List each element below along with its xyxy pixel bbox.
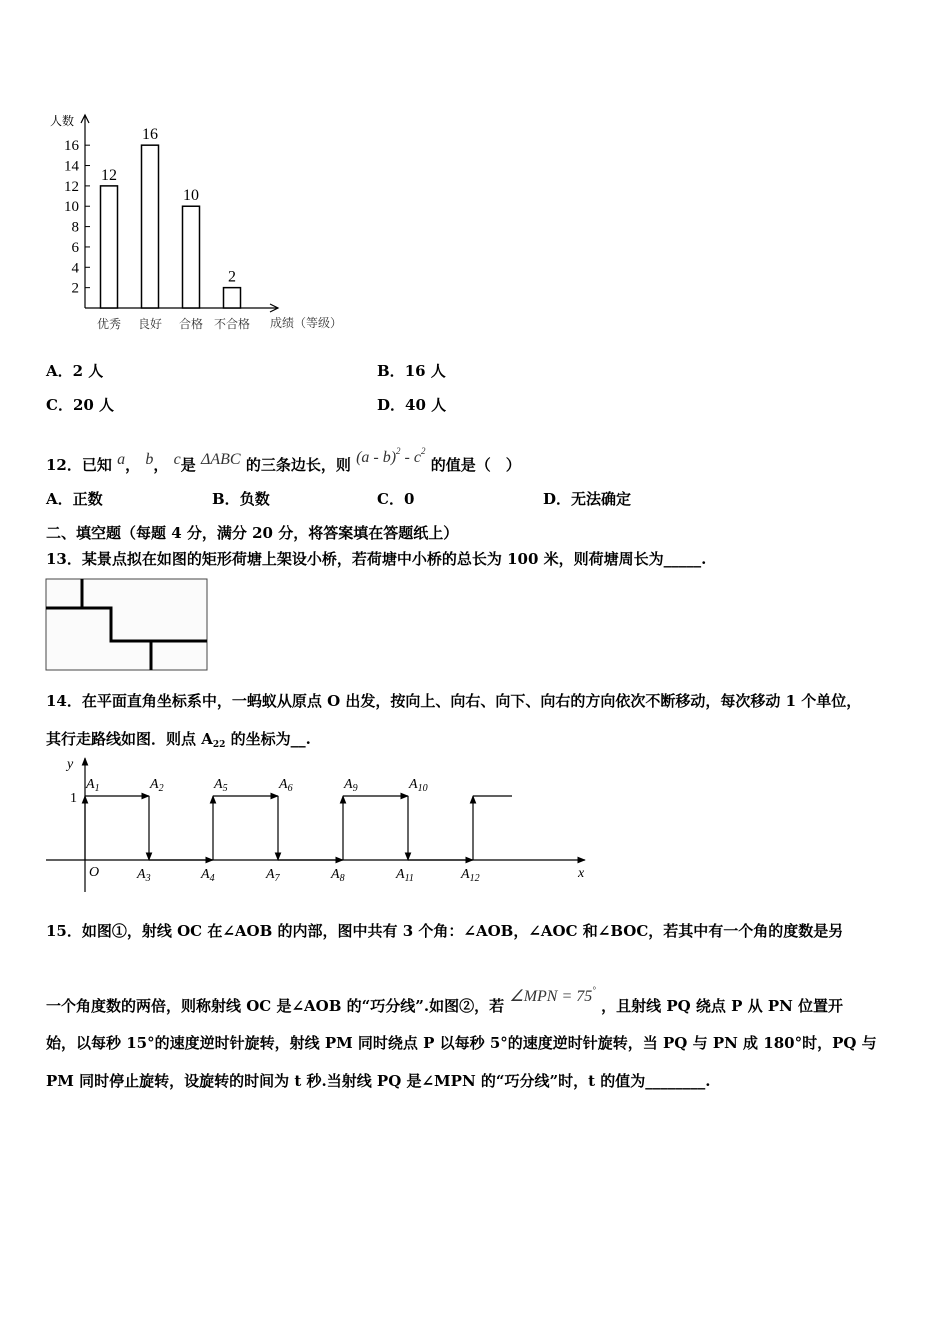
point-label-bottom: $A_7$ (266, 867, 280, 884)
separator: ， (153, 456, 169, 474)
option-letter: D． (543, 490, 572, 508)
q11-option-a[interactable] (46, 360, 103, 381)
q15-text: 一个角度数的两倍，则称射线 OC 是∠AOB 的“巧分线”.如图②，若 (46, 997, 505, 1015)
option-text: 无法确定 (571, 490, 632, 508)
expr-exp2: 2 (420, 446, 426, 456)
point-label-top: $A_2$ (150, 777, 164, 794)
q14-subscript: 22 (212, 740, 226, 750)
point-label-top: $A_1$ (86, 777, 100, 794)
section-heading: 二、填空题（每题 4 分，满分 20 分，将答案填在答题纸上） (46, 524, 459, 542)
x-category-label: 良好 (137, 317, 163, 331)
x-axis-label: x (578, 866, 585, 881)
q13-stem: 13．某景点拟在如图的矩形荷塘上架设小桥，若荷塘中小桥的总长为 100 米，则荷塘周长为_____. (46, 550, 707, 568)
q15-line4: PM 同时停止旋转，设旋转的时间为 t 秒.当射线 PQ 是∠MPN 的“巧分线”时，t 的值为________. (46, 1072, 711, 1090)
point-label-bottom: $A_4$ (201, 867, 215, 884)
expr-exp: 2 (396, 446, 401, 456)
option-text: 2 人 (72, 362, 104, 380)
q12-option-c[interactable] (377, 488, 414, 509)
y-tick-label: 14 (64, 158, 79, 175)
point-label-top: $A_{10}$ (409, 777, 428, 794)
option-text: 20 人 (72, 396, 115, 414)
q12-text: 的值是（ ） (430, 456, 521, 474)
q12-stem (46, 436, 521, 480)
ant-path-figure (40, 752, 600, 892)
option-letter: D． (377, 396, 406, 414)
y-tick-label: 16 (64, 138, 79, 155)
y-tick-label: 2 (71, 280, 79, 297)
point-label-bottom: $A_{12}$ (461, 867, 480, 884)
point-label-top: $A_6$ (279, 777, 293, 794)
option-letter: A． (46, 362, 73, 380)
q12-expression (356, 446, 426, 466)
q14-line2 (46, 728, 311, 750)
triangle-abc: ΔABC (200, 451, 241, 468)
bar-data-label: 16 (142, 126, 158, 144)
y-tick-label: 6 (71, 239, 79, 256)
q15-text: ，且射线 PQ 绕点 P 从 PN 位置开 (601, 997, 844, 1015)
point-label-top: $A_9$ (344, 777, 358, 794)
q14-text: 其行走路线如图．则点 A (46, 730, 213, 748)
angle-mpn-expression (509, 985, 596, 1005)
expr-minus: - c (400, 449, 421, 466)
option-letter: C． (46, 396, 73, 414)
point-label-top: $A_5$ (214, 777, 228, 794)
q12-option-a[interactable] (46, 488, 103, 509)
q12-number: 12．已知 (46, 456, 112, 474)
bar (101, 186, 118, 308)
q11-option-c[interactable] (46, 394, 114, 415)
q15-line2 (46, 975, 843, 1021)
bar-data-label: 2 (228, 268, 236, 286)
option-text: 负数 (239, 490, 270, 508)
point-label-bottom: $A_8$ (331, 867, 345, 884)
q15-line1: 15．如图①，射线 OC 在∠AOB 的内部，图中共有 3 个角：∠AOB，∠AOC 和∠BOC，若其中有一个角的度数是另 (46, 922, 844, 940)
option-letter: B． (377, 362, 405, 380)
pond-bridge-figure (45, 578, 209, 672)
q11-option-b[interactable] (377, 360, 446, 381)
bar-chart (40, 105, 360, 340)
expr-main: (a - b) (356, 449, 397, 466)
y-axis-label: y (67, 757, 74, 772)
option-text: 40 人 (405, 396, 447, 414)
point-label-bottom: $A_3$ (137, 867, 151, 884)
var-a: a (117, 451, 126, 468)
q12-text: 的三条边长，则 (245, 456, 351, 474)
x-category-label: 不合格 (213, 317, 251, 331)
degree-mark: ° (592, 985, 596, 995)
point-label-bottom: $A_{11}$ (396, 867, 414, 884)
var-c: c (173, 451, 181, 468)
y-tick-label: 8 (71, 219, 79, 236)
angle-expr: ∠MPN = 75 (509, 988, 593, 1005)
option-letter: C． (377, 490, 404, 508)
bar-data-label: 12 (101, 166, 117, 184)
option-letter: A． (46, 490, 73, 508)
bar-data-label: 10 (183, 187, 199, 205)
q15-line3: 始，以每秒 15°的速度逆时针旋转，射线 PM 同时绕点 P 以每秒 5°的速度逆时针旋转，当 PQ 与 PN 成 180°时，PQ 与 (46, 1034, 877, 1052)
bar (183, 206, 200, 308)
chart-x-label: 成绩（等级） (270, 316, 343, 330)
chart-y-label: 人数 (50, 114, 75, 128)
option-text: 16 人 (404, 362, 446, 380)
y-tick-label: 12 (64, 178, 79, 195)
q12-text: 是 (180, 456, 196, 474)
separator: ， (125, 456, 141, 474)
x-category-label: 合格 (178, 317, 204, 331)
q12-option-d[interactable] (543, 488, 631, 509)
bar (142, 145, 159, 308)
unit-label: 1 (70, 791, 77, 806)
q12-option-b[interactable] (212, 488, 270, 509)
x-category-label: 优秀 (96, 317, 122, 331)
option-text: 正数 (72, 490, 103, 508)
origin-label: O (89, 865, 100, 880)
option-letter: B． (212, 490, 240, 508)
var-b: b (145, 451, 154, 468)
bar (224, 288, 241, 308)
pond-rectangle (46, 579, 207, 670)
y-tick-label: 4 (71, 260, 79, 277)
option-text: 0 (403, 490, 415, 508)
q14-line1: 14．在平面直角坐标系中，一蚂蚁从原点 O 出发，按向上、向右、向下、向右的方向依次不断移动，每次移动 1 个单位， (46, 692, 862, 710)
q11-option-d[interactable] (377, 394, 446, 415)
y-tick-label: 10 (64, 199, 79, 216)
q14-text: 的坐标为__. (225, 730, 311, 748)
